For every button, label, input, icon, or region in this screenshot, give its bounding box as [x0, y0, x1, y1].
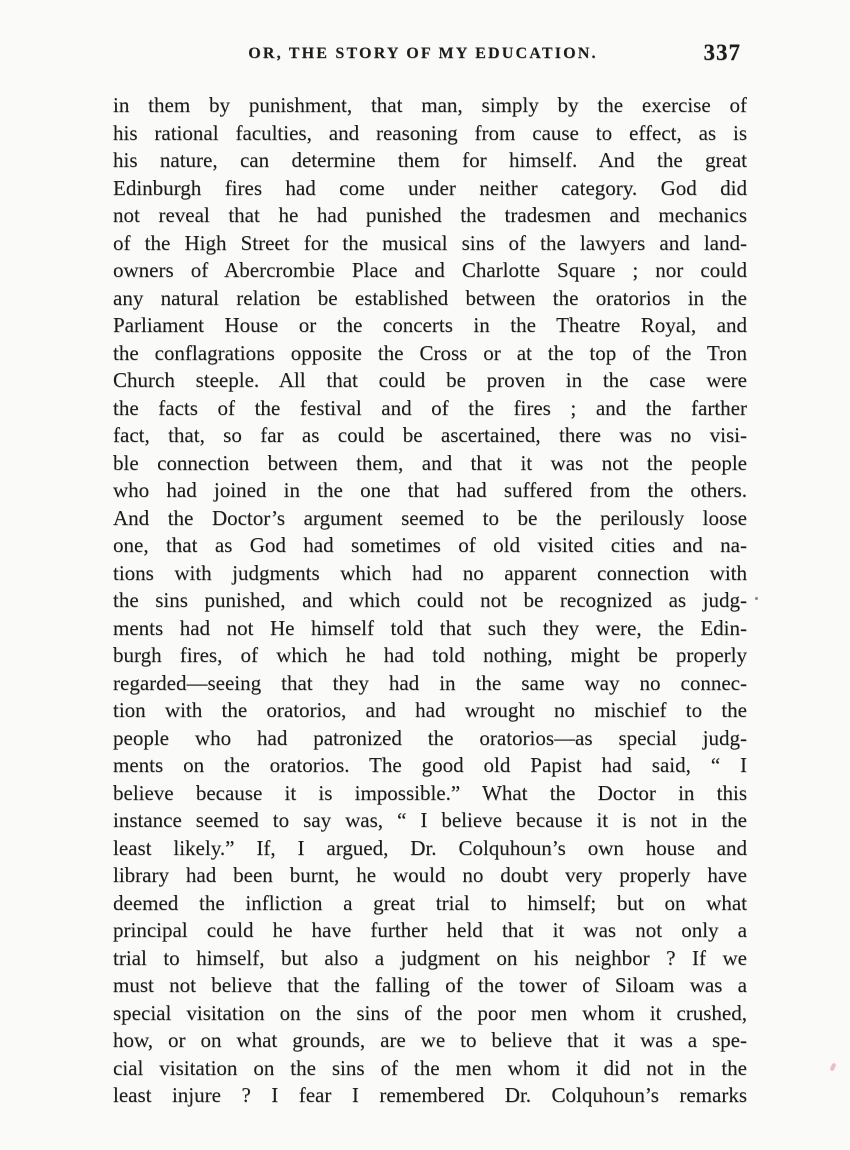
- body-text: [113, 92, 747, 1110]
- text-line: his rational faculties, and reasoning from cause to effect, as is: [113, 120, 747, 145]
- text-line: the conflagrations opposite the Cross or at the top of the Tron: [113, 340, 747, 365]
- text-line: in them by punishment, that man, simply by the exercise of: [113, 93, 747, 117]
- text-line: Church steeple. All that could be proven in the case were: [113, 368, 747, 392]
- text-line: the sins punished, and which could not be recognized as judg-: [113, 588, 747, 612]
- text-line: any natural relation be established between the oratorios in the: [113, 285, 747, 310]
- text-line: regarded—seeing that they had in the same way no connec-: [113, 670, 747, 695]
- text-line: the facts of the festival and of the fires ; and the farther: [113, 395, 747, 420]
- text-line: Edinburgh fires had come under neither category. God did: [113, 175, 747, 200]
- text-line: one, that as God had sometimes of old visited cities and na-: [113, 533, 747, 557]
- scan-artifact-dot: [755, 597, 758, 600]
- text-line: owners of Abercrombie Place and Charlotte Square ; nor could: [113, 258, 747, 282]
- text-line: least injure ? I fear I remembered Dr. Colquhoun’s remarks: [113, 1083, 747, 1107]
- text-line: tions with judgments which had no apparent connection with: [113, 560, 747, 585]
- text-line: fact, that, so far as could be ascertained, there was no visi-: [113, 423, 747, 447]
- text-line: cial visitation on the sins of the men whom it did not in the: [113, 1055, 747, 1080]
- page-number: 337: [703, 40, 741, 65]
- text-line: must not believe that the falling of the tower of Siloam was a: [113, 973, 747, 997]
- text-line: how, or on what grounds, are we to believe that it was a spe-: [113, 1028, 747, 1052]
- running-header: [113, 40, 747, 69]
- text-line: ments on the oratorios. The good old Papist had said, “ I: [113, 753, 747, 777]
- text-line: least likely.” If, I argued, Dr. Colquhoun’s own house and: [113, 835, 747, 860]
- text-line: ments had not He himself told that such they were, the Edin-: [113, 615, 747, 640]
- text-line: his nature, can determine them for himself. And the great: [113, 148, 747, 172]
- text-line: not reveal that he had punished the tradesmen and mechanics: [113, 203, 747, 227]
- text-line: deemed the infliction a great trial to himself; but on what: [113, 890, 747, 915]
- scan-artifact-speck: [830, 1063, 837, 1072]
- text-line: Parliament House or the concerts in the Theatre Royal, and: [113, 313, 747, 337]
- text-line: people who had patronized the oratorios—as special judg-: [113, 725, 747, 750]
- text-line: special visitation on the sins of the poor men whom it crushed,: [113, 1000, 747, 1025]
- text-line: of the High Street for the musical sins of the lawyers and land-: [113, 230, 747, 255]
- text-line: principal could he have further held that it was not only a: [113, 918, 747, 942]
- text-line: tion with the oratorios, and had wrought no mischief to the: [113, 698, 747, 722]
- text-line: who had joined in the one that had suffered from the others.: [113, 478, 747, 502]
- running-title: OR, THE STORY OF MY EDUCATION.: [248, 45, 598, 62]
- text-line: trial to himself, but also a judgment on his neighbor ? If we: [113, 945, 747, 970]
- text-line: burgh fires, of which he had told nothing, might be properly: [113, 643, 747, 667]
- text-line: ble connection between them, and that it was not the people: [113, 450, 747, 475]
- text-line: library had been burnt, he would no doubt very properly have: [113, 863, 747, 887]
- text-line: believe because it is impossible.” What the Doctor in this: [113, 780, 747, 805]
- text-line: instance seemed to say was, “ I believe because it is not in the: [113, 808, 747, 832]
- text-line: And the Doctor’s argument seemed to be the perilously loose: [113, 505, 747, 530]
